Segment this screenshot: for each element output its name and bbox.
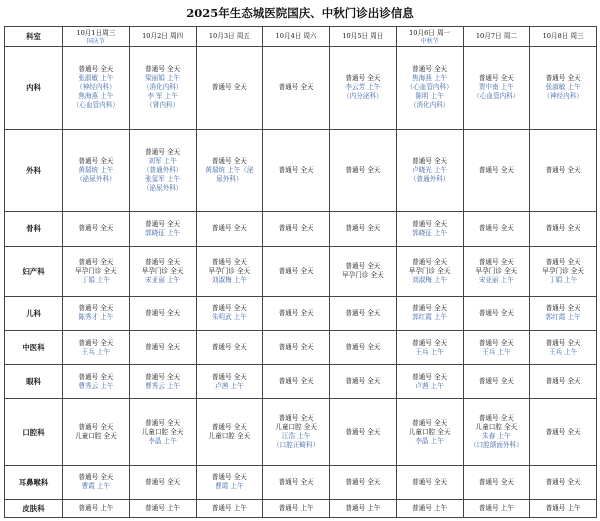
clinic-slot: 普通号 全天 — [211, 83, 247, 92]
clinic-slot: 普通号 全天 — [78, 473, 114, 482]
specialty-note: （神经内科） — [543, 92, 583, 101]
schedule-cell — [330, 212, 397, 246]
schedule-cell — [263, 212, 330, 246]
schedule-cell — [129, 47, 196, 130]
clinic-slot: 普通号 全天 — [78, 157, 114, 166]
specialty-note: （口腔正畸科） — [273, 441, 320, 450]
specialty-note: （心血管内科） — [473, 92, 520, 101]
schedule-cell — [63, 47, 130, 130]
specialty-note: （消化内科） — [409, 101, 450, 110]
date-header — [463, 27, 530, 47]
schedule-cell — [196, 47, 263, 130]
specialty-note: 尿外科） — [216, 175, 243, 184]
schedule-cell — [63, 296, 130, 330]
schedule-cell — [530, 465, 597, 499]
schedule-cell — [330, 399, 397, 466]
clinic-slot: 普通号 全天 — [412, 304, 448, 313]
schedule-cell — [530, 129, 597, 212]
clinic-slot: 普通号 全天 — [545, 338, 581, 347]
doctor-entry: 张玺军 上午 — [145, 175, 181, 184]
doctor-entry: 王兵 上午 — [548, 347, 578, 356]
doctor-entry: 郭晓征 上午 — [412, 228, 448, 237]
schedule-cell — [530, 499, 597, 517]
doctor-entry: 郭晓征 上午 — [145, 228, 181, 237]
clinic-slot: 普通号 全天 — [145, 257, 181, 266]
clinic-slot: 普通号 全天 — [412, 157, 448, 166]
date-label: 10月1日周三 — [76, 28, 116, 37]
schedule-cell — [330, 129, 397, 212]
doctor-entry: 刘淑梅 上午 — [412, 275, 448, 284]
doctor-entry: 卢茜 上午 — [415, 381, 444, 390]
page-title: 2025年生态城医院国庆、中秋门诊出诊信息 — [186, 6, 414, 20]
schedule-cell — [530, 331, 597, 365]
doctor-entry: 焦海燕 上午 — [412, 74, 448, 83]
dept-name: 外科 — [5, 129, 63, 212]
schedule-cell — [463, 399, 530, 466]
specialty-note: （内分泌科） — [343, 92, 383, 101]
doctor-entry: 张淑敏 上午 — [545, 83, 581, 92]
clinic-slot: 普通号 全天 — [345, 477, 381, 486]
schedule-cell — [263, 129, 330, 212]
doctor-entry: 刘淑梅 上午 — [211, 275, 247, 284]
specialty-note: （泌尿外科） — [142, 184, 183, 193]
clinic-slot: 普通号 全天 — [412, 219, 448, 228]
doctor-entry: 李 军 上午 — [147, 92, 178, 101]
schedule-cell — [463, 331, 530, 365]
schedule-cell — [263, 331, 330, 365]
date-label: 10月3日 周五 — [208, 32, 250, 40]
doctor-entry: 张淑敏 上午 — [78, 74, 114, 83]
schedule-cell — [396, 296, 463, 330]
schedule-cell — [396, 365, 463, 399]
specialty-note: （普通外科） — [409, 175, 450, 184]
clinic-slot: 普通号 上午 — [78, 503, 114, 512]
dept-name: 耳鼻喉科 — [5, 465, 63, 499]
schedule-body — [5, 47, 597, 518]
schedule-cell — [263, 246, 330, 296]
clinic-slot: 普通号 全天 — [145, 343, 181, 352]
date-header — [129, 27, 196, 47]
clinic-slot: 普通号 全天 — [412, 65, 448, 74]
date-header — [330, 27, 397, 47]
schedule-cell — [463, 212, 530, 246]
date-header — [530, 27, 597, 47]
clinic-slot: 普通号 全天 — [478, 308, 514, 317]
holiday-label: 中秋节 — [420, 37, 439, 45]
date-label: 10月5日 周日 — [342, 32, 384, 40]
schedule-cell — [129, 499, 196, 517]
doctor-entry: 王兵 上午 — [415, 347, 444, 356]
dept-name: 内科 — [5, 47, 63, 130]
clinic-slot: 普通号 全天 — [278, 377, 314, 386]
date-label: 10月7日 周二 — [475, 32, 517, 40]
clinic-slot: 普通号 全天 — [345, 308, 381, 317]
schedule-cell — [330, 246, 397, 296]
date-header — [196, 27, 263, 47]
schedule-cell — [530, 365, 597, 399]
clinic-slot: 普通号 全天 — [145, 148, 181, 157]
clinic-slot: 普通号 全天 — [345, 74, 381, 83]
schedule-cell — [63, 499, 130, 517]
table-row — [5, 331, 597, 365]
clinic-slot: 儿童口腔 全天 — [408, 427, 451, 436]
schedule-cell — [196, 212, 263, 246]
date-label: 10月4日 周六 — [275, 32, 317, 40]
clinic-slot: 普通号 全天 — [478, 257, 514, 266]
date-label: 10月8日 周三 — [542, 32, 584, 40]
dept-name: 骨科 — [5, 212, 63, 246]
schedule-cell — [396, 331, 463, 365]
schedule-cell — [330, 365, 397, 399]
clinic-slot: 普通号 全天 — [278, 166, 314, 175]
specialty-note: （肾内科） — [146, 101, 180, 110]
schedule-table — [4, 26, 597, 518]
doctor-entry: 贾中南 上午 — [478, 83, 514, 92]
dept-name: 皮肤科 — [5, 499, 63, 517]
table-row — [5, 399, 597, 466]
schedule-cell — [463, 129, 530, 212]
clinic-slot: 儿童口腔 全天 — [141, 427, 184, 436]
table-row — [5, 296, 597, 330]
clinic-slot: 儿童口腔 全天 — [275, 423, 317, 432]
schedule-cell — [263, 399, 330, 466]
doctor-entry: 宋亚丽 上午 — [478, 275, 514, 284]
doctor-entry: 焦海燕 上午 — [78, 92, 114, 101]
schedule-cell — [263, 465, 330, 499]
date-header — [263, 27, 330, 47]
doctor-entry: 朱春 上午 — [482, 432, 511, 441]
dept-name: 口腔科 — [5, 399, 63, 466]
clinic-slot: 普通号 全天 — [278, 308, 314, 317]
schedule-cell — [396, 399, 463, 466]
schedule-cell — [463, 365, 530, 399]
clinic-slot: 普通号 全天 — [78, 257, 114, 266]
dept-name: 中医科 — [5, 331, 63, 365]
schedule-cell — [396, 246, 463, 296]
clinic-slot: 普通号 全天 — [145, 418, 181, 427]
clinic-slot: 普通号 全天 — [545, 224, 581, 233]
schedule-cell — [129, 365, 196, 399]
clinic-slot: 普通号 全天 — [145, 372, 181, 381]
table-row — [5, 465, 597, 499]
clinic-slot: 普通号 全天 — [211, 304, 247, 313]
clinic-slot: 普通号 全天 — [412, 418, 448, 427]
clinic-slot: 早孕门诊 全天 — [342, 271, 384, 280]
schedule-cell — [63, 129, 130, 212]
clinic-slot: 普通号 全天 — [211, 343, 247, 352]
clinic-slot: 普通号 全天 — [145, 308, 181, 317]
clinic-slot: 儿童口腔 全天 — [208, 432, 251, 441]
table-row — [5, 212, 597, 246]
date-label: 10月6日 周一 — [409, 28, 451, 37]
clinic-slot: 普通号 全天 — [78, 65, 114, 74]
specialty-note: （神经内科） — [76, 83, 116, 92]
doctor-entry: 黄瑞统 上午 — [78, 166, 114, 175]
clinic-slot: 普通号 全天 — [412, 477, 448, 486]
clinic-slot: 早孕门诊 全天 — [75, 266, 117, 275]
clinic-slot: 普通号 全天 — [278, 224, 314, 233]
doctor-entry: 丁娟 上午 — [81, 275, 111, 284]
schedule-cell — [129, 129, 196, 212]
schedule-cell — [63, 399, 130, 466]
dept-name: 儿科 — [5, 296, 63, 330]
schedule-cell — [330, 331, 397, 365]
clinic-slot: 普通号 全天 — [545, 377, 581, 386]
schedule-cell — [196, 365, 263, 399]
schedule-cell — [396, 499, 463, 517]
schedule-cell — [129, 399, 196, 466]
schedule-cell — [396, 47, 463, 130]
clinic-slot: 普通号 全天 — [211, 157, 247, 166]
clinic-slot: 普通号 全天 — [345, 166, 381, 175]
clinic-slot: 普通号 全天 — [211, 423, 247, 432]
schedule-cell — [196, 499, 263, 517]
clinic-slot: 普通号 全天 — [78, 304, 114, 313]
clinic-slot: 早孕门诊 全天 — [408, 266, 451, 275]
schedule-cell — [396, 129, 463, 212]
clinic-slot: 普通号 全天 — [278, 343, 314, 352]
doctor-entry: 宋亚丽 上午 — [145, 275, 181, 284]
schedule-cell — [63, 246, 130, 296]
schedule-cell — [463, 296, 530, 330]
doctor-entry: 曹霞 上午 — [81, 482, 111, 491]
schedule-cell — [530, 47, 597, 130]
clinic-slot: 普通号 全天 — [211, 257, 247, 266]
header-row — [5, 27, 597, 47]
doctor-entry: 王兵 上午 — [482, 347, 511, 356]
schedule-cell — [463, 246, 530, 296]
schedule-cell — [330, 296, 397, 330]
clinic-slot: 普通号 全天 — [78, 338, 114, 347]
doctor-entry: 朱明武 上午 — [211, 313, 247, 322]
clinic-slot: 普通号 全天 — [145, 477, 181, 486]
clinic-slot: 普通号 全天 — [478, 338, 514, 347]
schedule-cell — [63, 365, 130, 399]
clinic-slot: 普通号 全天 — [478, 224, 514, 233]
clinic-slot: 普通号 全天 — [278, 266, 314, 275]
doctor-entry: 李晶 上午 — [148, 436, 177, 445]
clinic-slot: 普通号 全天 — [211, 473, 247, 482]
clinic-slot: 普通号 上午 — [545, 503, 581, 512]
doctor-entry: 李云芳 上午 — [345, 83, 381, 92]
doctor-entry: 梁丽娟 上午 — [145, 74, 181, 83]
clinic-slot: 普通号 全天 — [478, 377, 514, 386]
schedule-cell — [196, 331, 263, 365]
clinic-slot: 普通号 上午 — [211, 503, 247, 512]
doctor-entry: 江浩 上午 — [281, 432, 311, 441]
specialty-note: （消化内科） — [142, 83, 183, 92]
schedule-cell — [196, 399, 263, 466]
schedule-cell — [263, 47, 330, 130]
clinic-slot: 普通号 全天 — [278, 83, 314, 92]
schedule-cell — [263, 499, 330, 517]
schedule-cell — [330, 47, 397, 130]
holiday-label: 国庆节 — [86, 37, 105, 45]
clinic-slot: 普通号 全天 — [78, 372, 114, 381]
schedule-cell — [129, 331, 196, 365]
schedule-cell — [530, 296, 597, 330]
date-label: 10月2日 周四 — [142, 32, 184, 40]
schedule-cell — [263, 296, 330, 330]
date-header — [396, 27, 463, 47]
clinic-slot: 普通号 全天 — [478, 477, 514, 486]
clinic-slot: 儿童口腔 全天 — [75, 432, 117, 441]
specialty-note: （心血管内科） — [406, 83, 453, 92]
clinic-slot: 普通号 全天 — [345, 224, 381, 233]
clinic-slot: 普通号 全天 — [145, 219, 181, 228]
clinic-slot: 普通号 全天 — [412, 372, 448, 381]
doctor-entry: 曹霞 上午 — [215, 482, 244, 491]
clinic-slot: 普通号 全天 — [478, 166, 514, 175]
table-row — [5, 129, 597, 212]
dept-column-header: 科室 — [5, 27, 63, 47]
clinic-slot: 普通号 全天 — [478, 74, 514, 83]
schedule-cell — [196, 465, 263, 499]
schedule-cell — [129, 465, 196, 499]
specialty-note: （口腔颌面外科） — [470, 441, 523, 450]
clinic-slot: 普通号 上午 — [412, 503, 448, 512]
schedule-cell — [463, 499, 530, 517]
doctor-entry: 卢茜 上午 — [215, 381, 244, 390]
clinic-slot: 普通号 全天 — [478, 414, 514, 423]
doctor-entry: 陈秀才 上午 — [78, 313, 114, 322]
schedule-cell — [330, 465, 397, 499]
clinic-slot: 儿童口腔 全天 — [475, 423, 518, 432]
schedule-cell — [129, 246, 196, 296]
doctor-entry: 李晶 上午 — [415, 436, 444, 445]
schedule-cell — [330, 499, 397, 517]
clinic-slot: 普通号 全天 — [278, 477, 314, 486]
schedule-cell — [530, 212, 597, 246]
schedule-cell — [129, 212, 196, 246]
clinic-slot: 普通号 上午 — [278, 503, 314, 512]
schedule-cell — [263, 365, 330, 399]
clinic-slot: 普通号 全天 — [278, 414, 314, 423]
date-header — [63, 27, 130, 47]
clinic-slot: 早孕门诊 全天 — [475, 266, 518, 275]
clinic-slot: 普通号 上午 — [145, 503, 181, 512]
doctor-entry: 曹秀云 上午 — [145, 381, 181, 390]
clinic-slot: 普通号 全天 — [545, 257, 581, 266]
clinic-slot: 普通号 全天 — [412, 338, 448, 347]
clinic-slot: 普通号 全天 — [345, 427, 381, 436]
doctor-entry: 郭红霞 上午 — [412, 313, 448, 322]
doctor-entry: 卢晓光 上午 — [412, 166, 448, 175]
table-row — [5, 47, 597, 130]
clinic-slot: 早孕门诊 全天 — [542, 266, 584, 275]
schedule-cell — [396, 212, 463, 246]
clinic-slot: 普通号 全天 — [545, 74, 581, 83]
clinic-slot: 普通号 全天 — [545, 427, 581, 436]
clinic-slot: 普通号 全天 — [412, 257, 448, 266]
clinic-slot: 普通号 全天 — [545, 304, 581, 313]
clinic-slot: 普通号 全天 — [211, 372, 247, 381]
clinic-slot: 普通号 全天 — [345, 377, 381, 386]
specialty-note: （心血管内科） — [72, 101, 119, 110]
schedule-cell — [463, 465, 530, 499]
schedule-cell — [129, 296, 196, 330]
dept-name: 眼科 — [5, 365, 63, 399]
schedule-cell — [530, 246, 597, 296]
clinic-slot: 普通号 全天 — [78, 224, 114, 233]
doctor-entry: 黄瑞统 上午（泌 — [205, 166, 254, 175]
clinic-slot: 普通号 全天 — [545, 477, 581, 486]
clinic-slot: 普通号 上午 — [478, 503, 514, 512]
table-row — [5, 246, 597, 296]
table-row — [5, 365, 597, 399]
doctor-entry: 王兵 上午 — [81, 347, 111, 356]
clinic-slot: 普通号 全天 — [545, 166, 581, 175]
schedule-cell — [196, 129, 263, 212]
schedule-cell — [463, 47, 530, 130]
schedule-cell — [63, 331, 130, 365]
clinic-slot: 早孕门诊 全天 — [208, 266, 251, 275]
schedule-cell — [63, 465, 130, 499]
schedule-cell — [396, 465, 463, 499]
schedule-cell — [196, 296, 263, 330]
clinic-slot: 普通号 上午 — [345, 503, 381, 512]
schedule-cell — [196, 246, 263, 296]
clinic-slot: 普通号 全天 — [145, 65, 181, 74]
doctor-entry: 曹秀云 上午 — [78, 381, 114, 390]
clinic-slot: 普通号 全天 — [345, 343, 381, 352]
dept-name: 妇产科 — [5, 246, 63, 296]
schedule-cell — [63, 212, 130, 246]
table-row — [5, 499, 597, 517]
doctor-entry: 郭红霞 上午 — [545, 313, 581, 322]
clinic-slot: 普通号 全天 — [78, 423, 114, 432]
specialty-note: （普通外科） — [142, 166, 183, 175]
doctor-entry: 陈明 上午 — [415, 92, 444, 101]
schedule-cell — [530, 399, 597, 466]
doctor-entry: 刘军 上午 — [148, 157, 177, 166]
clinic-slot: 普通号 全天 — [345, 262, 381, 271]
doctor-entry: 丁娟 上午 — [548, 275, 578, 284]
specialty-note: （泌尿外科） — [76, 175, 116, 184]
clinic-slot: 普通号 全天 — [211, 224, 247, 233]
clinic-slot: 早孕门诊 全天 — [141, 266, 184, 275]
